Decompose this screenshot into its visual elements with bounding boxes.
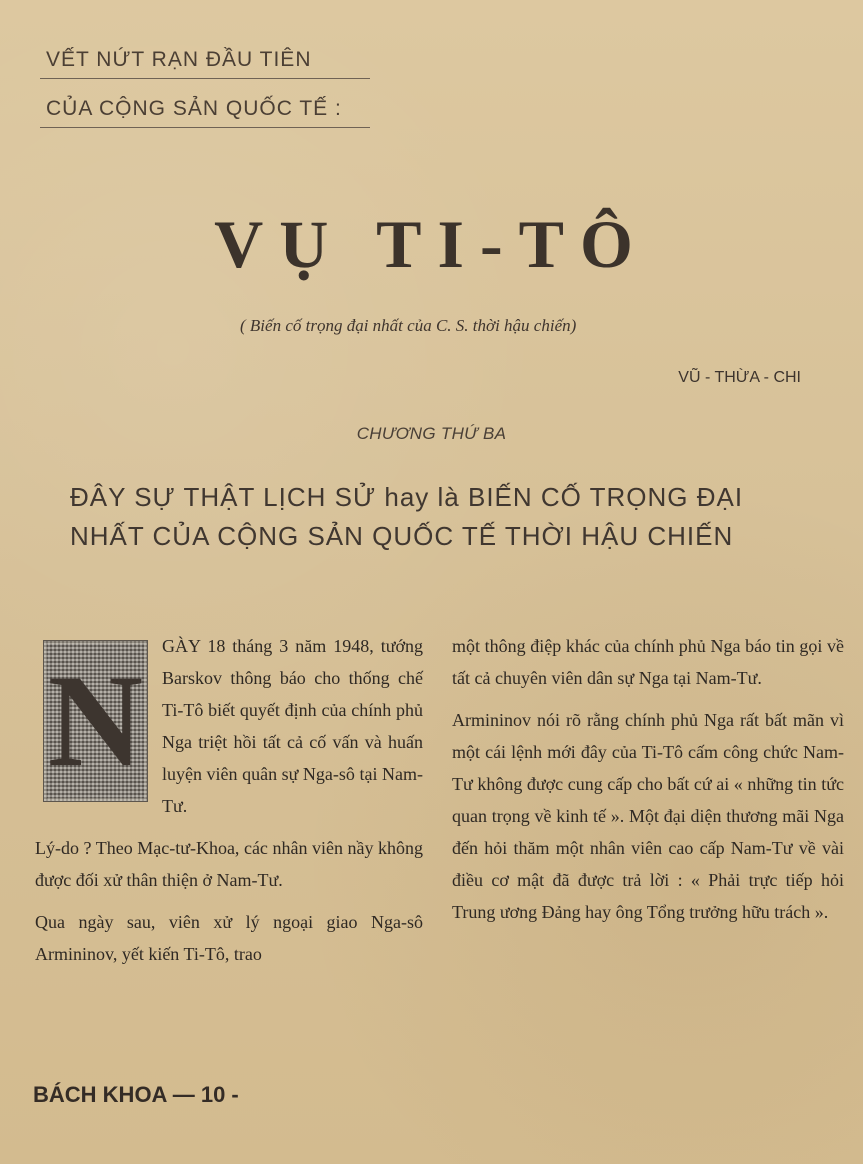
decorative-dropcap — [43, 640, 148, 802]
left-paragraph-2: Lý-do ? Theo Mạc-tư-Khoa, các nhân viên nầy không được đối xử thân thiện ở Nam-Tư. — [35, 838, 423, 890]
header-block — [40, 40, 370, 128]
section-heading-line-2: NHẤT CỦA CỘNG SẢN QUỐC TẾ THỜI HẬU CHIẾN — [70, 521, 734, 551]
right-paragraph-1: một thông điệp khác của chính phủ Nga báo tin gọi về tất cả chuyên viên dân sự Nga tại Nam-Tư. — [452, 636, 844, 688]
header-line-1: VẾT NỨT RẠN ĐẦU TIÊN — [40, 40, 370, 79]
subtitle: ( Biến cố trọng đại nhất của C. S. thời hậu chiến) — [240, 316, 577, 335]
left-paragraph-1: GÀY 18 tháng 3 năm 1948, tướng Barskov thông báo cho thống chế Ti-Tô biết quyết định của chính phủ Nga triệt hồi tất cả cố vấn và huấn luyện viên quân sự Nga-sô tại Nam-Tư. — [162, 636, 423, 816]
chapter-label: CHƯƠNG THỨ BA — [356, 424, 507, 443]
author-name: VŨ - THỪA - CHI — [678, 369, 801, 386]
right-column — [452, 630, 844, 938]
page-title: VỤ TI-TÔ — [214, 206, 649, 282]
left-column — [35, 630, 423, 980]
section-heading — [70, 478, 830, 556]
dropcap-letter: N — [47, 647, 144, 794]
section-heading-line-1: ĐÂY SỰ THẬT LỊCH SỬ hay là BIẾN CỐ TRỌNG ĐẠI — [70, 482, 744, 512]
left-paragraph-3: Qua ngày sau, viên xử lý ngoại giao Nga-sô Armininov, yết kiến Ti-Tô, trao — [35, 912, 423, 964]
right-paragraph-2: Armininov nói rõ rằng chính phủ Nga rất bất mãn vì một cái lệnh mới đây của Ti-Tô cấm công chức Nam-Tư không được cung cấp cho bất cứ ai « những tin tức quan trọng về kinh tế ». Một đại diện thương mãi Nga đến hỏi thăm một nhân viên cao cấp Nam-Tư về vài điều cơ mật đã được trả lời : « Phải trực tiếp hỏi Trung ương Đảng hay ông Tổng trưởng hữu trách ». — [452, 710, 844, 922]
footer-page-label: BÁCH KHOA — 10 - — [33, 1082, 239, 1107]
header-line-2: CỦA CỘNG SẢN QUỐC TẾ : — [40, 89, 370, 128]
